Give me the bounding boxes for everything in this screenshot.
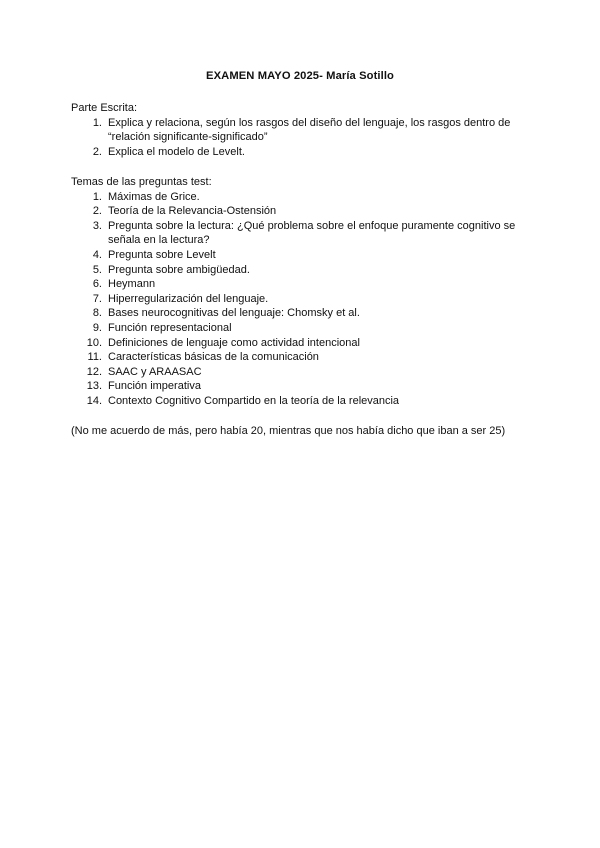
list-item-text: Explica el modelo de Levelt. [108, 145, 245, 158]
written-part-section [71, 101, 531, 159]
list-item-number: 6. [92, 278, 102, 291]
list-item-number: 10. [86, 336, 102, 349]
list-item-number: 1. [92, 190, 102, 203]
list-item-text: Pregunta sobre la lectura: ¿Qué problema sobre el enfoque puramente cognitivo se señala en la lectura? [108, 219, 516, 247]
list-item-number: 2. [92, 145, 102, 158]
list-item [71, 336, 531, 351]
list-item [71, 321, 531, 336]
list-item-text: Máximas de Grice. [108, 190, 200, 203]
test-topics-section [71, 175, 531, 409]
list-item-text: Función imperativa [108, 380, 201, 393]
list-item-text: Pregunta sobre ambigüedad. [108, 263, 250, 276]
closing-note: (No me acuerdo de más, pero había 20, mientras que nos había dicho que iban a ser 25) [71, 425, 506, 437]
list-item [71, 292, 531, 307]
list-item-number: 5. [92, 263, 102, 276]
list-item [71, 365, 531, 380]
list-item-number: 2. [92, 205, 102, 218]
list-item-number: 3. [92, 219, 102, 232]
list-item-text: Pregunta sobre Levelt [108, 248, 216, 261]
list-item [71, 219, 531, 248]
list-item-number: 12. [86, 365, 102, 378]
list-item [71, 350, 531, 365]
list-item-text: Hiperregularización del lenguaje. [108, 292, 269, 305]
list-item-text: Bases neurocognitivas del lenguaje: Chomsky et al. [108, 307, 360, 320]
document-title: EXAMEN MAYO 2025- María Sotillo [206, 70, 394, 82]
list-item-text: Contexto Cognitivo Compartido en la teoría de la relevancia [108, 394, 400, 407]
list-item-text: Explica y relaciona, según los rasgos del diseño del lenguaje, los rasgos dentro de “relación significante-significado” [108, 116, 511, 144]
list-item [71, 306, 531, 321]
list-item-number: 13. [86, 380, 102, 393]
test-topics-list [71, 190, 531, 409]
list-item [71, 116, 531, 145]
list-item-number: 9. [92, 321, 102, 334]
list-item-number: 8. [92, 307, 102, 320]
list-item-number: 4. [92, 248, 102, 261]
list-item-text: Definiciones de lenguaje como actividad intencional [108, 336, 360, 349]
list-item [71, 379, 531, 394]
list-item-text: SAAC y ARAASAC [108, 365, 202, 378]
list-item-text: Características básicas de la comunicación [108, 351, 319, 364]
list-item-number: 1. [92, 116, 102, 129]
list-item-text: Función representacional [108, 321, 232, 334]
written-part-list [71, 116, 531, 160]
list-item [71, 248, 531, 263]
list-item-number: 11. [87, 351, 102, 364]
written-part-heading: Parte Escrita: [71, 102, 138, 114]
list-item-number: 7. [92, 292, 102, 305]
list-item-number: 14. [86, 394, 102, 407]
list-item-text: Teoría de la Relevancia-Ostensión [108, 205, 277, 218]
list-item-text: Heymann [108, 278, 156, 291]
list-item [71, 204, 531, 219]
list-item [71, 263, 531, 278]
list-item [71, 145, 531, 160]
test-topics-heading: Temas de las preguntas test: [71, 176, 212, 188]
list-item [71, 394, 531, 409]
list-item [71, 190, 531, 205]
list-item [71, 277, 531, 292]
